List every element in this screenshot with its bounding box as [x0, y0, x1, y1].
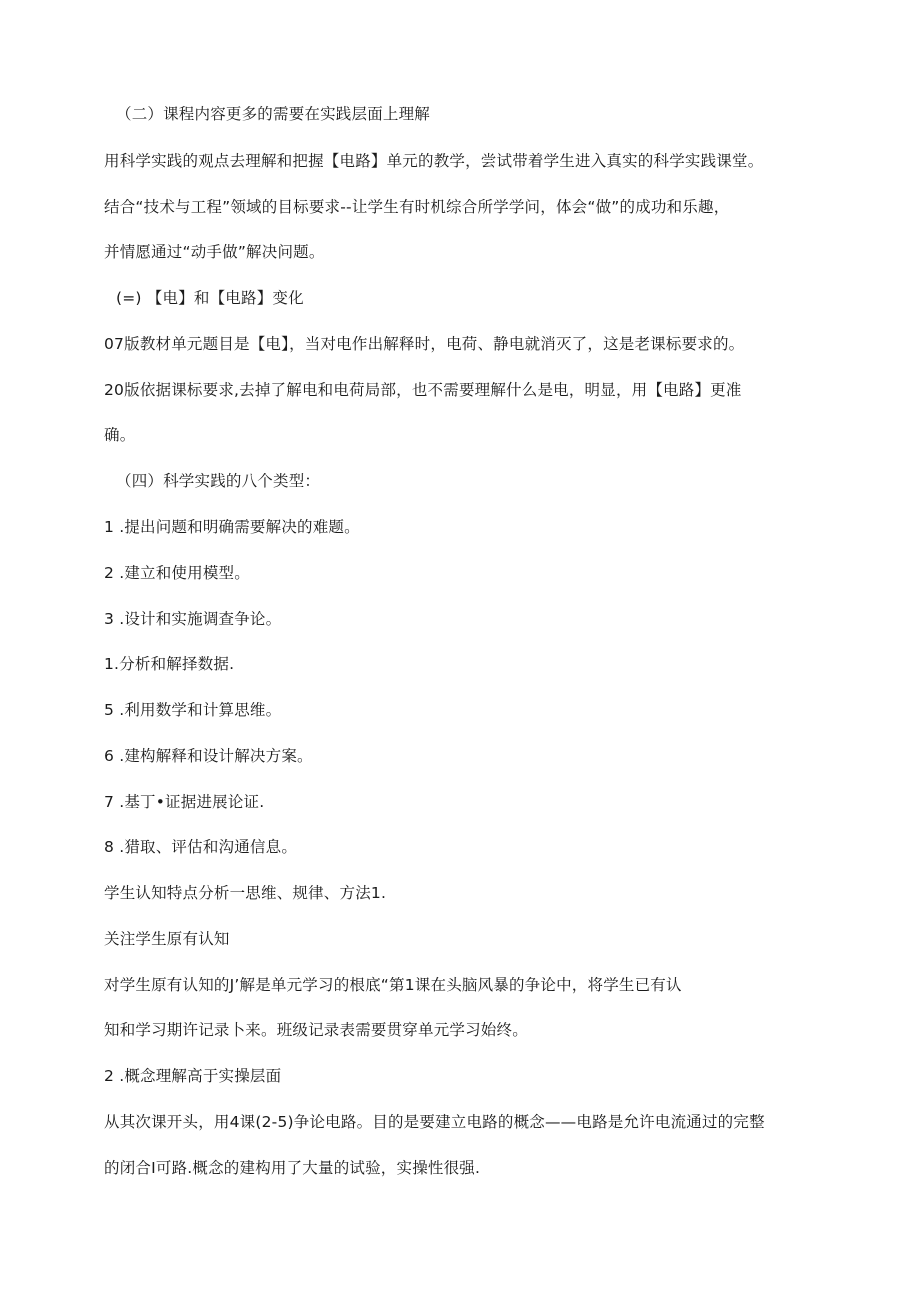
paragraph-line: 关注学生原有认知 — [104, 930, 230, 948]
paragraph-line: 结合“技术与工程”领域的目标要求--让学生有时机综合所学学问，体会“做”的成功和乐趣， — [104, 198, 730, 216]
paragraph-line: 20版依据课标要求,去掉了解电和电荷局部，也不需要理解什么是电，明显，用【电路】更准 — [104, 381, 742, 399]
paragraph-line: 从其次课开头，用4课(2-5)争论电路。目的是要建立电路的概念——电路是允许电流通过的完整 — [104, 1113, 765, 1131]
paragraph-line: 的闭合I可路.概念的建构用了大量的试验，实操性很强. — [104, 1159, 481, 1177]
paragraph-line: 并情愿通过“动手做”解决问题。 — [104, 243, 325, 261]
list-item: 2 .概念理解高于实操层面 — [104, 1067, 282, 1085]
paragraph-line: 知和学习期许记录卜来。班级记录表需要贯穿单元学习始终。 — [104, 1021, 528, 1039]
section-heading-three: (=) 【电】和【电路】变化 — [116, 289, 304, 307]
list-item: 5 .利用数学和计算思维。 — [104, 701, 282, 719]
paragraph-line: 07版教材单元题目是【电】，当对电作出解释时，电荷、静电就消灭了，这是老课标要求的。 — [104, 335, 745, 353]
paragraph-line: 对学生原有认知的J’解是单元学习的根底“第1课在头脑风暴的争论中，将学生已有认 — [104, 976, 682, 994]
list-item: 7 .基丁•证据进展论证. — [104, 793, 265, 811]
section-heading-two: （二）课程内容更多的需要在实践层面上理解 — [116, 105, 431, 123]
paragraph-line: 学生认知特点分析一思维、规律、方法1. — [104, 884, 387, 902]
list-item: 6 .建构解释和设计解决方案。 — [104, 747, 313, 765]
section-heading-four: （四）科学实践的八个类型： — [116, 472, 321, 490]
list-item: 8 .猎取、评估和沟通信息。 — [104, 838, 298, 856]
list-item: 2 .建立和使用模型。 — [104, 564, 250, 582]
list-item: 1.分析和解择数据. — [104, 655, 235, 673]
list-item: 1 .提出问题和明确需要解决的难题。 — [104, 518, 360, 536]
list-item: 3 .设计和实施调查争论。 — [104, 610, 282, 628]
paragraph-line: 用科学实践的观点去理解和把握【电路】单元的教学，尝试带着学生进入真实的科学实践课堂。 — [104, 152, 764, 170]
paragraph-line: 确。 — [104, 426, 136, 444]
